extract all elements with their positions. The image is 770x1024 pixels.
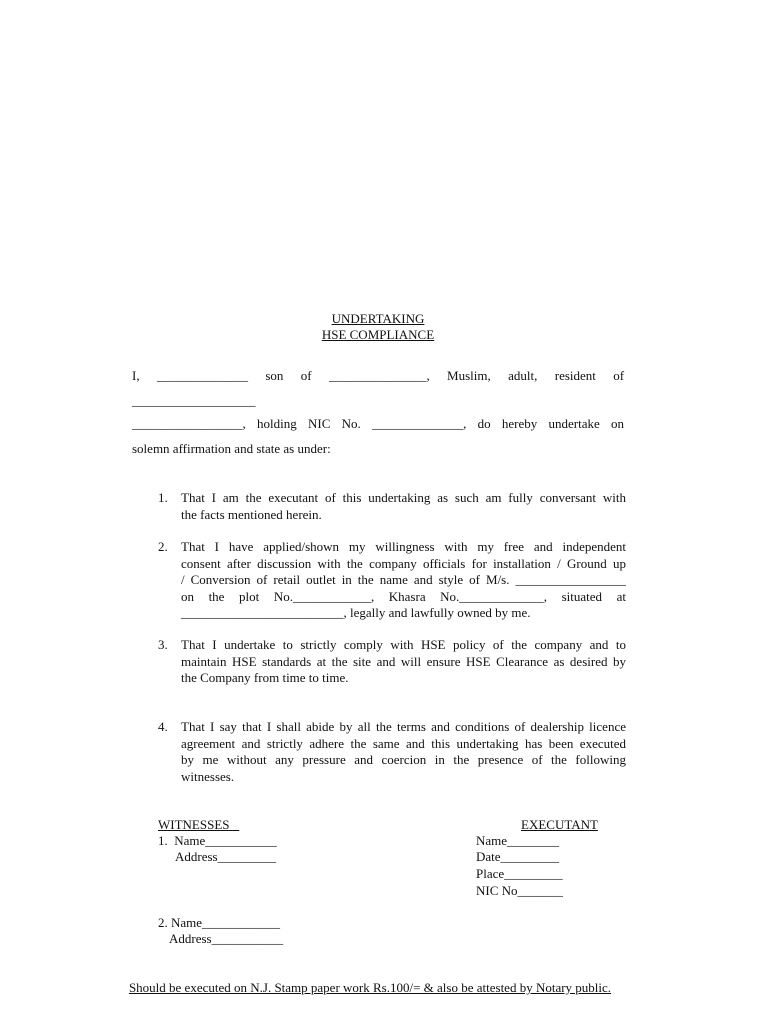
item-number: 3. [158,637,168,652]
executant-heading: EXECUTANT [521,817,598,832]
witnesses-heading: WITNESSES [158,817,230,832]
footer-note: Should be executed on N.J. Stamp paper work Rs.100/= & also be attested by Notary public. [128,980,612,995]
item-number: 4. [158,719,168,734]
intro-line-4: solemn affirmation and state as under: [132,441,331,456]
item-number: 2. [158,539,168,554]
witness-2-address: Address___________ [169,931,284,946]
witness-1-name: 1. Name___________ [158,833,277,848]
list-item: 2. That I have applied/shown my willingness with my free and independent consent after discussion with the company officials for installation / Ground up / Conversion of retail outlet in the name and style of M/s. _________________ on the plot No.____________, Khasra No._____________, situated at _________________________, legally and lawfully owned by me. [158,539,626,620]
list-item: 1. That I am the executant of this undertaking as such am fully conversant with the facts mentioned herein. [158,490,626,522]
executant-place: Place_________ [476,866,563,881]
witness-2-name: 2. Name____________ [158,915,281,930]
document-title: UNDERTAKING [331,311,425,326]
executant-name: Name________ [476,833,560,848]
executant-date: Date_________ [476,849,560,864]
list-item: 4. That I say that I shall abide by all the terms and conditions of dealership licence agreement and strictly adhere the same and this undertaking has been executed by me without any pressure and coercion in the presence of the following witnesses. [158,719,626,784]
intro-line-3: _________________, holding NIC No. ______________, do hereby undertake on [132,416,625,431]
executant-nic: NIC No_______ [476,883,564,898]
document-subtitle: HSE COMPLIANCE [321,327,435,342]
witness-1-address: Address_________ [175,849,277,864]
intro-line-2: ___________________ [132,393,256,408]
intro-line-1: I, ______________ son of _______________, Muslim, adult, resident of [132,368,625,383]
list-item: 3. That I undertake to strictly comply with HSE policy of the company and to maintain HSE standards at the site and will ensure HSE Clearance as desired by the Company from time to time. [158,637,626,685]
item-number: 1. [158,490,168,505]
